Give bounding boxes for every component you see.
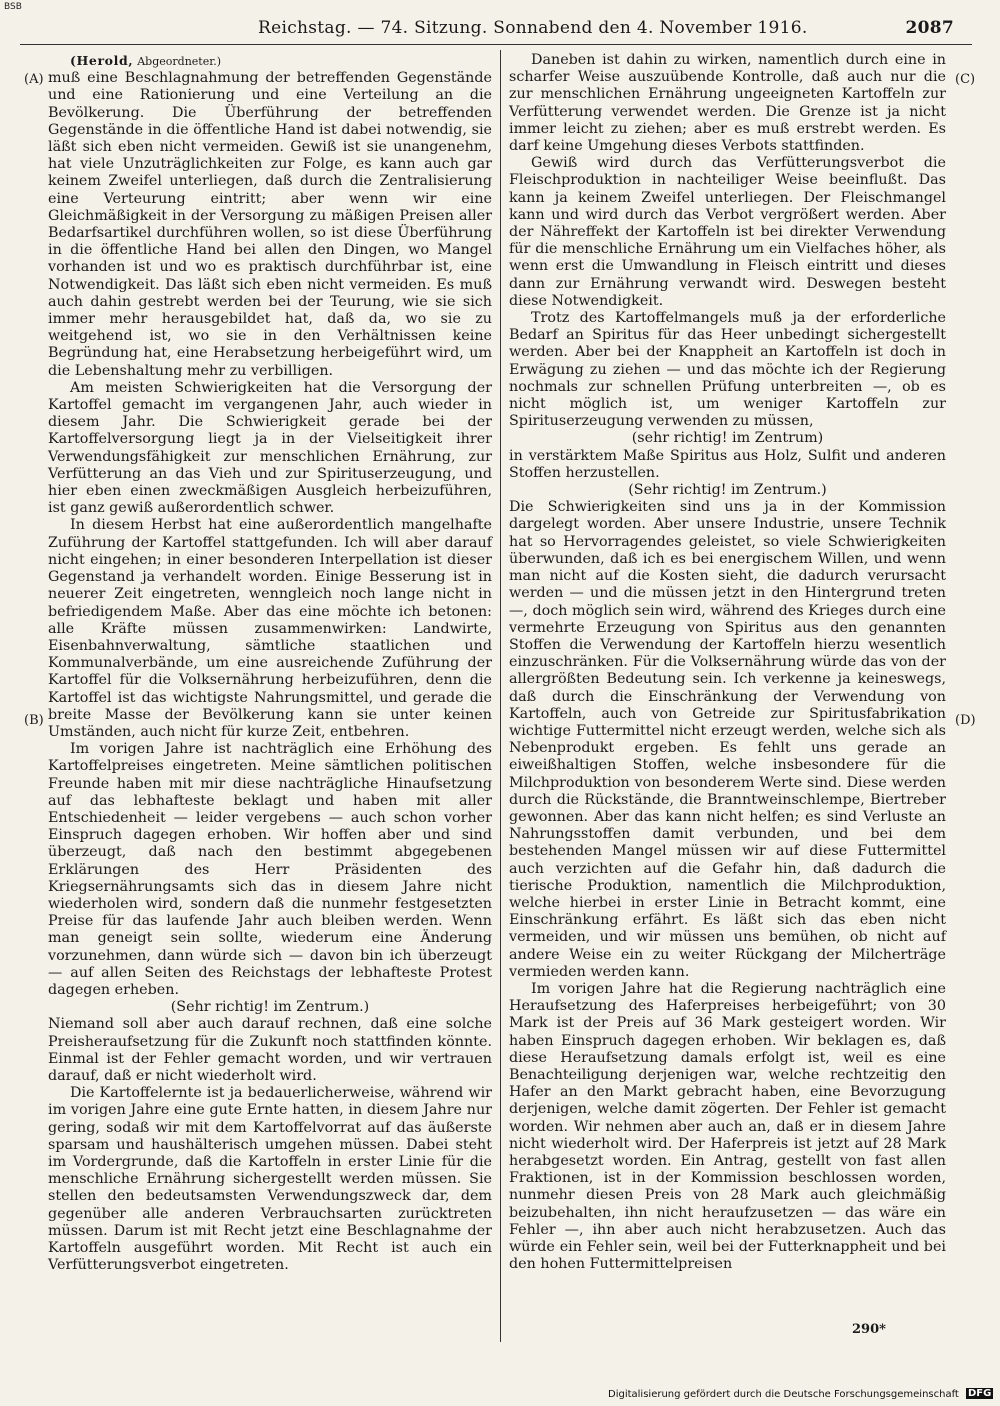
left-column [48,52,492,1274]
page-number: 2087 [905,18,954,38]
header-rule [20,44,972,45]
library-mark: BSB [4,2,22,12]
paragraph: Am meisten Schwierigkeiten hat die Versorgung der Kartoffel gemacht im vergangenen Jahr, auch wieder in diesem Jahr. Die Schwierigkeit gerade bei der Kartoffelversorgung liegt ja in der Vielseitigkeit ihrer Verwendungsfähigkeit zur menschlichen Ernährung, zur Verfütterung an das Vieh und zur Spirituserzeugung, und hier eben einen zweckmäßigen Ausgleich herbeizuführen, ist ganz gewiß außerordentlich schwer. [48,379,492,517]
paragraph: Im vorigen Jahre hat die Regierung nachträglich eine Heraufsetzung des Haferpreises herbeigeführt; von 30 Mark ist der Preis auf 36 Mark gesteigert worden. Wir haben Einspruch dagegen erhoben. Wir beklagen es, daß diese Heraufsetzung damals erfolgt ist, weil es eine Benachteiligung derjenigen war, welche rechtzeitig den Hafer an den Markt gebracht haben, eine Bevorzugung derjenigen, welche damit zögerten. Der Fehler ist gemacht worden. Wir nehmen aber auch an, daß er in diesem Jahre nicht wiederholt wird. Der Haferpreis ist jetzt auf 28 Mark herabgesetzt worden. Ein Antrag, gestellt von fast allen Fraktionen, ist in der Kommission beschlossen worden, nunmehr diesen Preis von 28 Mark auch gleichmäßig beizubehalten, ihn nicht heraufzusetzen — das wäre ein Fehler —, ihn aber auch nicht herabzusetzen. Auch das würde ein Fehler sein, weil bei der Futterknappheit und bei den hohen Futtermittelpreisen [509,980,946,1273]
paragraph: Trotz des Kartoffelmangels muß ja der erforderliche Bedarf an Spiritus für das Heer unbedingt sichergestellt werden. Aber bei der Knappheit an Kartoffeln ist doch in Erwägung zu ziehen — und das möchte ich der Regierung nochmals zur schnellen Prüfung unterbreiten —, ob es nicht möglich ist, um weniger Kartoffeln zur Spirituserzeugung verwenden zu müssen, [509,310,946,430]
right-column [509,52,946,1273]
paragraph: Im vorigen Jahre ist nachträglich eine Erhöhung des Kartoffelpreises eingetreten. Meine sämtlichen politischen Freunde haben mit mir diese nachträgliche Hinaufsetzung auf das lebhafteste beklagt und haben mit aller Entschiedenheit — leider vergebens — auch schon vorher Einspruch dagegen erhoben. Wir hoffen aber und sind überzeugt, daß nach den bestimmt abgegebenen Erklärungen des Herr Präsidenten des Kriegsernährungsamts sich das in diesem Jahre nicht wiederholen wird, sondern daß die nunmehr festgesetzten Preise für das laufende Jahr auch bleiben werden. Wenn man geneigt sein sollte, wiederum eine Änderung vorzunehmen, dann würde sich — davon bin ich überzeugt — auf allen Seiten des Reichstags der lebhafteste Protest dagegen erheben. [48,741,492,998]
column-divider [500,50,501,1342]
paragraph: In diesem Herbst hat eine außerordentlich mangelhafte Zuführung der Kartoffel stattgefunden. Ich will aber darauf nicht eingehen; in einer besonderen Interpellation ist dieser Gegenstand ja verhandelt worden. Einige Besserung ist in neuerer Zeit eingetreten, wenngleich noch lange nicht in befriedigendem Maße. Aber das eine möchte ich betonen: alle Kräfte müssen zusammenwirken: Landwirte, Eisenbahnverwaltung, sämtliche staatlichen und Kommunalverbände, um eine ausreichende Zuführung der Kartoffel für die Volksernährung herbeizuführen, denn die Kartoffel ist das wichtigste Nahrungsmittel, und gerade die breite Masse der Bevölkerung kann sie unter keinen Umständen, auch nicht für kurze Zeit, entbehren. [48,517,492,740]
interjection: (Sehr richtig! im Zentrum.) [170,999,370,1016]
header-title: Reichstag. — 74. Sitzung. Sonnabend den 4. November 1916. [258,18,808,38]
margin-marker-d: (D) [955,713,976,728]
speaker-line [48,52,492,70]
paragraph: in verstärktem Maße Spiritus aus Holz, Sulfit und anderen Stoffen herzustellen. [509,447,946,481]
speaker-role: Abgeordneter.) [137,55,222,68]
footer-credit: Digitalisierung gefördert durch die Deutsche Forschungsgemeinschaft [608,1389,959,1400]
paragraph: Niemand soll aber auch darauf rechnen, daß eine solche Preisheraufsetzung für die Zukunft noch stattfinden könnte. Einmal ist der Fehler gemacht worden, und wir vertrauen darauf, daß er nicht wiederholt wird. [48,1016,492,1084]
margin-marker-b: (B) [24,713,44,728]
margin-marker-c: (C) [955,72,976,87]
page-header [258,18,954,44]
interjection: (Sehr richtig! im Zentrum.) [628,482,827,499]
paragraph: Die Schwierigkeiten sind uns ja in der Kommission dargelegt worden. Aber unsere Industrie, unsere Technik hat so Hervorragendes geleistet, so viele Schwierigkeiten überwunden, daß ich es bei energischem Willen, und wenn man nicht auf die Kosten sieht, die dadurch verursacht werden — und die müssen jetzt in den Hintergrund treten —, doch möglich sein wird, während des Krieges durch eine vermehrte Erzeugung von Spiritus aus den genannten Stoffen die Verwendung der Kartoffeln hierzu wesentlich einzuschränken. Für die Volksernährung würde das von der allergrößten Bedeutung sein. Ich verkenne ja keineswegs, daß durch die Einschränkung der Verwendung von Kartoffeln, auch von Getreide zur Spiritusfabrikation wichtige Futtermittel nicht erzeugt werden, welche sich als Nebenprodukt ergeben. Es fehlt uns gerade an eiweißhaltigen Stoffen, welche insbesondere für die Milchproduktion von besonderem Werte sind. Diese werden durch die Rückstände, die Branntweinschlempe, Biertreber gewonnen. Aber das kann nicht helfen; es sind Verluste an Nahrungsstoffen damit verbunden, und bei dem bestehenden Mangel müssen wir auf diese Futtermittel auch verzichten auf die Gefahr hin, daß dadurch die tierische Produktion, namentlich die Milchproduktion, welche hierbei in erster Linie in Betracht kommt, eine Einschränkung erfährt. Es läßt sich das eben nicht vermeiden, und wir müssen uns bemühen, ob nicht auf andere Weise ein zu weiter Rückgang der Milcherträge vermieden werden kann. [509,499,946,980]
paragraph: Daneben ist dahin zu wirken, namentlich durch eine in scharfer Weise auszuübende Kontrolle, daß auch nur die zur menschlichen Ernährung ungeeigneten Kartoffeln zur Verfütterung verwendet werden. Die Grenze ist ja nicht immer leicht zu ziehen; aber es muß erstrebt werden. Es darf keine Umgehung dieses Verbots stattfinden. [509,52,946,155]
dfg-logo: DFG [968,1388,992,1399]
signature-mark: 290* [852,1322,886,1337]
paragraph: Gewiß wird durch das Verfütterungsverbot die Fleischproduktion in nachteiliger Weise beeinflußt. Das kann ja keinem Zweifel unterliegen. Der Fleischmangel kann und wird durch das Verbot vergrößert werden. Aber der Nähreffekt der Kartoffeln ist bei direkter Verwendung für die menschliche Ernährung um ein Vielfaches höher, als wenn erst die Umwandlung in Fleisch eintritt und dieses dann zur Ernährung verwandt wird. Deswegen besteht diese Notwendigkeit. [509,155,946,309]
interjection: (sehr richtig! im Zentrum) [631,430,824,447]
margin-marker-a: (A) [24,72,44,87]
speaker-name: (Herold, [70,53,134,68]
paragraph: muß eine Beschlagnahmung der betreffenden Gegenstände und eine Rationierung und eine Verteilung an die Bevölkerung. Die Überführung der betreffenden Gegenstände in die öffentliche Hand ist dabei notwendig, sie läßt sich eben nicht vermeiden. Gewiß ist sie unangenehm, hat viele Unzuträglichkeiten zur Folge, es kann auch gar keinem Zweifel unterliegen, daß durch die Zentralisierung eine Verteurung eintritt; aber wenn wir eine Gleichmäßigkeit in der Versorgung zu mäßigen Preisen aller Bedarfsartikel durchführen wollen, so ist diese Überführung in die öffentliche Hand bei allen den Dingen, wo Mangel vorhanden ist und wo es praktisch durchführbar ist, eine Notwendigkeit. Das läßt sich eben nicht vermeiden. Es muß auch dahin gestrebt werden bei der Teurung, wie sie sich immer mehr herausgebildet hat, daß da, wo sie zu weitgehend ist, wo sie in den Verhältnissen keine Begründung hat, eine Herabsetzung herbeigeführt wird, um die Lebenshaltung mehr zu verbilligen. [48,70,492,379]
paragraph: Die Kartoffelernte ist ja bedauerlicherweise, während wir im vorigen Jahre eine gute Ernte hatten, in diesem Jahre nur gering, sodaß wir mit dem Kartoffelvorrat auf das äußerste sparsam und haushälterisch umgehen müssen. Dabei steht im Vordergrunde, daß die Kartoffeln in erster Linie für die menschliche Ernährung sichergestellt werden müssen. Sie stellen den bedeutsamsten Verwendungszweck dar, dem gegenüber alle anderen Verbrauchsarten zurücktreten müssen. Darum ist mit Recht jetzt eine Beschlagnahme der Kartoffeln ausgeführt worden. Mit Recht ist auch ein Verfütterungsverbot eingetreten. [48,1085,492,1274]
